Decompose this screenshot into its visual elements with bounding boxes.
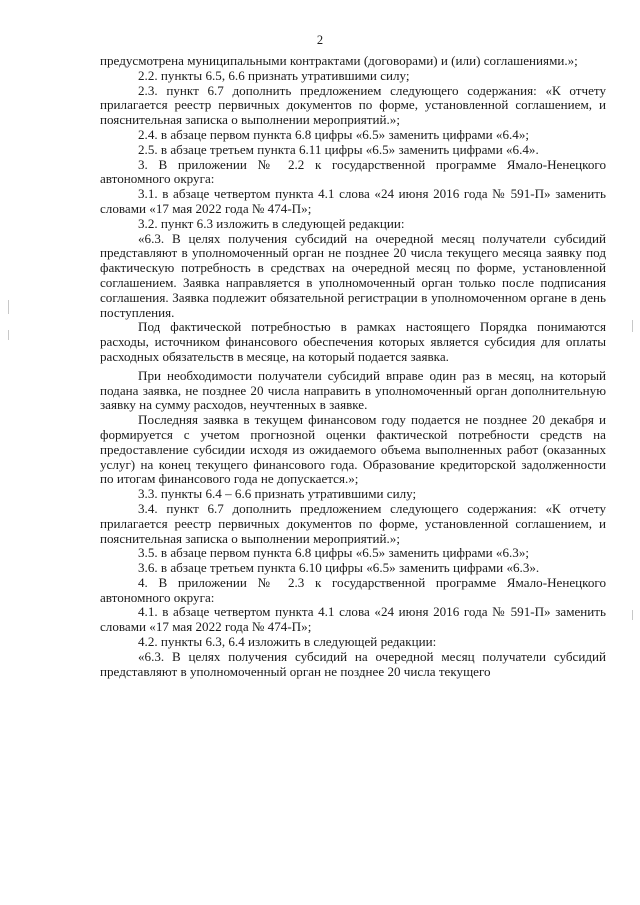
paragraph: 3.6. в абзаце третьем пункта 6.10 цифры «6.5» заменить цифрами «6.3». — [138, 560, 540, 576]
paragraph: 3. В приложении № 2.2 к государственной программе Ямало-Ненецкого автономного округа: — [100, 156, 606, 187]
page-number: 2 — [316, 33, 324, 47]
paragraph: Последняя заявка в текущем финансовом году подается не позднее 20 декабря и формируется с учетом прогнозной оценки фактической потребности средств на предоставление субсидии исходя из ожидаемого объема выполненных работ (оказанных услуг) на конец текущего финансового года. Образование кредиторской задолженности по итогам финансового года не допускается.»; — [100, 412, 606, 487]
paragraph: 3.2. пункт 6.3 изложить в следующей редакции: — [138, 215, 405, 231]
paragraph: 2.2. пункты 6.5, 6.6 признать утратившими силу; — [138, 67, 410, 83]
paragraph: 2.3. пункт 6.7 дополнить предложением следующего содержания: «К отчету прилагается реестр первичных документов по форме, установленной соглашением, и пояснительная записка о выполнении мероприятий.»; — [100, 82, 606, 128]
paragraph: предусмотрена муниципальными контрактами (договорами) и (или) соглашениями.»; — [100, 53, 578, 68]
scan-artifact — [8, 330, 9, 340]
paragraph: При необходимости получатели субсидий вправе один раз в месяц, на который подана заявка, не позднее 20 числа направить в уполномоченный орган дополнительную заявку на сумму расходов, неучтенных в заявке. — [100, 367, 606, 413]
paragraph: 4.1. в абзаце четвертом пункта 4.1 слова «24 июня 2016 года № 591-П» заменить словами «17 мая 2022 года № 474-П»; — [100, 604, 606, 635]
paragraph: 4. В приложении № 2.3 к государственной программе Ямало-Ненецкого автономного округа: — [100, 574, 606, 605]
scan-artifact — [632, 610, 633, 620]
scan-artifact — [8, 300, 9, 314]
paragraph: 3.3. пункты 6.4 – 6.6 признать утратившими силу; — [138, 486, 417, 502]
scan-artifact — [632, 320, 633, 332]
paragraph: 3.4. пункт 6.7 дополнить предложением следующего содержания: «К отчету прилагается реестр первичных документов по форме, установленной соглашением, и пояснительная записка о выполнении мероприятий.»; — [100, 500, 606, 546]
paragraph: 2.5. в абзаце третьем пункта 6.11 цифры «6.5» заменить цифрами «6.4». — [138, 141, 539, 157]
document-body — [100, 54, 606, 679]
paragraph: Под фактической потребностью в рамках настоящего Порядка понимаются расходы, источником финансового обеспечения которых является субсидия для оплаты расходных обязательств в месяце, на который подается заявка. — [100, 319, 606, 364]
paragraph: «6.3. В целях получения субсидий на очередной месяц получатели субсидий представляют в уполномоченный орган не позднее 20 числа текущего месяца заявку под фактическую потребность в средствах на очередной месяц по форме, установленной соглашением. Заявка направляется в уполномоченный орган только после подписания соглашения. Заявка подлежит обязательной регистрации в уполномоченном органе в день поступления. — [100, 230, 606, 320]
paragraph: «6.3. В целях получения субсидий на очередной месяц получатели субсидий представляют в уполномоченный орган не позднее 20 числа текущего — [100, 648, 606, 679]
paragraph: 3.5. в абзаце первом пункта 6.8 цифры «6.5» заменить цифрами «6.3»; — [138, 545, 530, 561]
paragraph: 2.4. в абзаце первом пункта 6.8 цифры «6.5» заменить цифрами «6.4»; — [138, 126, 530, 142]
paragraph: 4.2. пункты 6.3, 6.4 изложить в следующей редакции: — [138, 634, 437, 650]
paragraph: 3.1. в абзаце четвертом пункта 4.1 слова «24 июня 2016 года № 591-П» заменить словами «17 мая 2022 года № 474-П»; — [100, 186, 606, 216]
